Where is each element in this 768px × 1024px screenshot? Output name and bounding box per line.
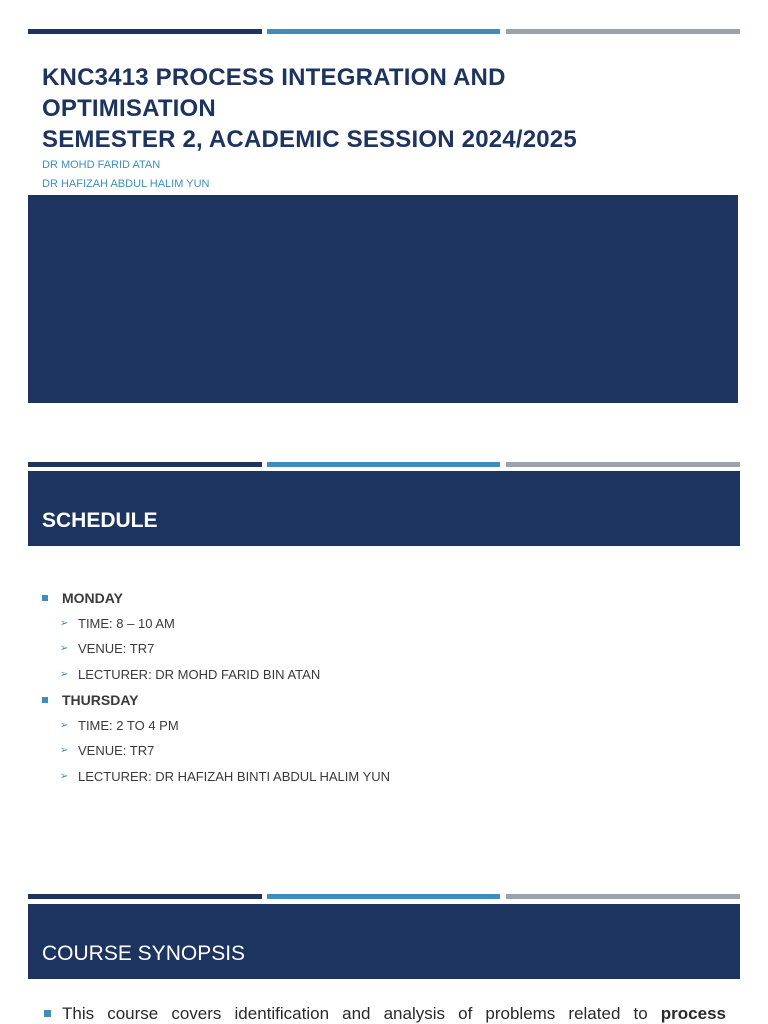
detail-text: TIME: 8 – 10 AM [78, 615, 175, 631]
list-item [42, 662, 732, 688]
decorative-stripe [28, 29, 740, 34]
stripe-grey [506, 29, 740, 34]
arrow-bullet-icon: ➢ [60, 745, 69, 757]
decorative-stripe [28, 894, 740, 899]
lecturer-name-2: DR HAFIZAH ABDUL HALIM YUN [42, 178, 210, 190]
course-title-line-2: OPTIMISATION [42, 95, 216, 122]
square-bullet-icon [42, 595, 48, 601]
square-bullet-icon [44, 1010, 51, 1017]
day-label: MONDAY [62, 589, 123, 606]
list-item [42, 611, 732, 637]
arrow-bullet-icon: ➢ [60, 770, 69, 782]
stripe-navy [28, 462, 262, 467]
schedule-header [28, 471, 740, 546]
course-title-line-1: KNC3413 PROCESS INTEGRATION AND [42, 64, 506, 91]
arrow-bullet-icon: ➢ [60, 668, 69, 680]
title-banner-box [28, 195, 738, 403]
schedule-list [42, 585, 732, 789]
semester-title: SEMESTER 2, ACADEMIC SESSION 2024/2025 [42, 126, 577, 153]
schedule-title: SCHEDULE [42, 509, 158, 532]
stripe-grey [506, 894, 740, 899]
detail-text: LECTURER: DR HAFIZAH BINTI ABDUL HALIM YUN [78, 768, 391, 784]
detail-text: VENUE: TR7 [78, 641, 155, 657]
title-block [42, 62, 742, 194]
day-label: THURSDAY [62, 691, 139, 708]
arrow-bullet-icon: ➢ [60, 643, 69, 655]
synopsis-text [62, 1002, 726, 1024]
arrow-bullet-icon: ➢ [60, 617, 69, 629]
arrow-bullet-icon: ➢ [60, 719, 69, 731]
stripe-grey [506, 462, 740, 467]
stripe-blue [267, 894, 500, 899]
list-item [42, 764, 732, 790]
list-item [42, 585, 732, 611]
lecturer-name-1: DR MOHD FARID ATAN [42, 159, 161, 171]
synopsis-title: COURSE SYNOPSIS [42, 942, 246, 965]
list-item [42, 636, 732, 662]
list-item [42, 687, 732, 713]
list-item [42, 738, 732, 764]
stripe-navy [28, 894, 262, 899]
stripe-blue [267, 29, 500, 34]
synopsis-header [28, 904, 740, 979]
detail-text: LECTURER: DR MOHD FARID BIN ATAN [78, 666, 321, 682]
detail-text: VENUE: TR7 [78, 743, 155, 759]
square-bullet-icon [42, 697, 48, 703]
detail-text: TIME: 2 TO 4 PM [78, 717, 179, 733]
list-item [42, 713, 732, 739]
synopsis-bold-term: process [660, 1004, 726, 1023]
synopsis-body: This course covers identification and analysis of problems related to [62, 1004, 648, 1023]
decorative-stripe [28, 462, 740, 467]
synopsis-item [44, 1002, 726, 1024]
stripe-blue [267, 462, 500, 467]
stripe-navy [28, 29, 262, 34]
